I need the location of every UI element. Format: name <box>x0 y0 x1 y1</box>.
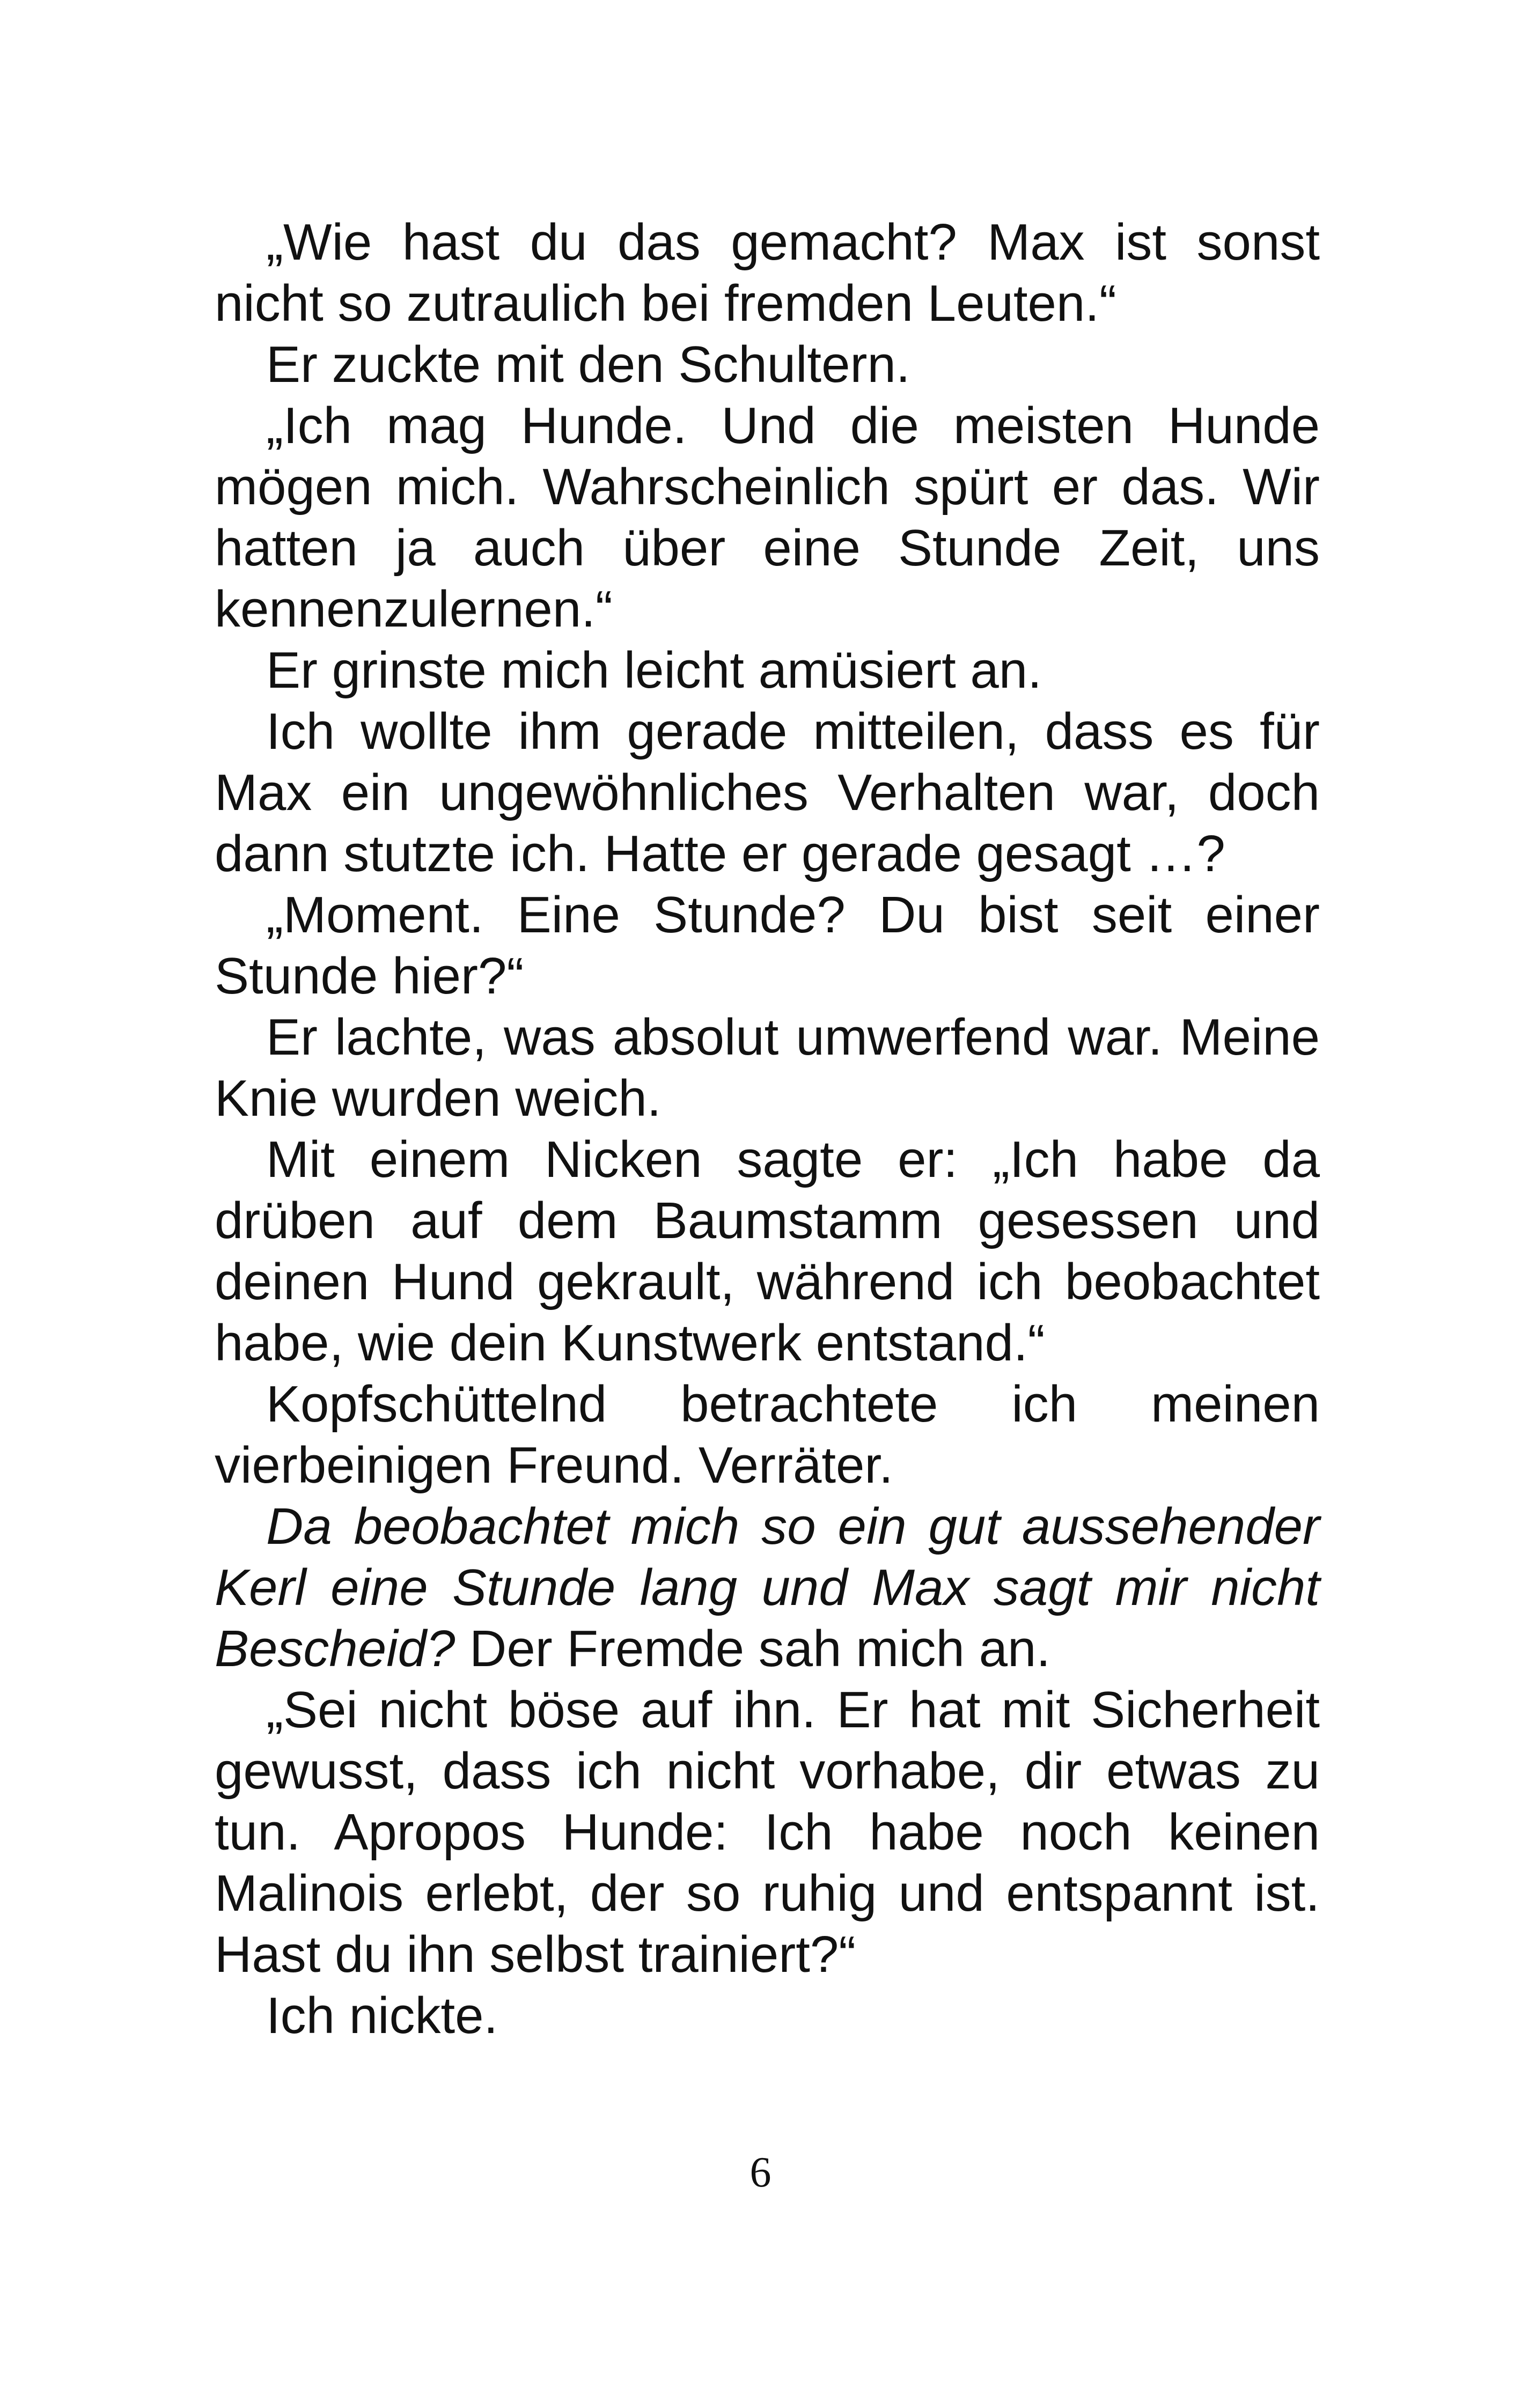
paragraph-8 <box>215 1129 1320 1374</box>
paragraph-6 <box>215 885 1320 1007</box>
paragraph-5-text: Ich wollte ihm gerade mitteilen, dass es für Max ein ungewöhnliches Verhalten war, doch dann stutzte ich. Hatte er gerade gesagt …? <box>215 703 1320 882</box>
paragraph-10 <box>215 1496 1320 1680</box>
paragraph-5 <box>215 701 1320 885</box>
paragraph-8-text: Mit einem Nicken sagte er: „Ich habe da drüben auf dem Baumstamm gesessen und deinen Hund gekrault, während ich beobachtet habe, wie dein Kunstwerk entstand.“ <box>215 1131 1320 1372</box>
paragraph-12-text: Ich nickte. <box>266 1987 498 2044</box>
body-text <box>215 212 1320 2046</box>
paragraph-4 <box>215 640 1320 701</box>
paragraph-1-text: „Wie hast du das gemacht? Max ist sonst nicht so zutraulich bei fremden Leuten.“ <box>215 213 1320 332</box>
paragraph-6-text: „Moment. Eine Stunde? Du bist seit einer Stunde hier?“ <box>215 886 1320 1005</box>
paragraph-9-text: Kopfschüttelnd betrachtete ich meinen vierbeinigen Freund. Verräter. <box>215 1375 1320 1494</box>
paragraph-10-text: Der Fremde sah mich an. <box>455 1620 1051 1677</box>
paragraph-2 <box>215 334 1320 395</box>
paragraph-7 <box>215 1007 1320 1129</box>
page-number: 6 <box>750 2149 771 2196</box>
paragraph-11-text: „Sei nicht böse auf ihn. Er hat mit Sicherheit gewusst, dass ich nicht vorhabe, dir etwas zu tun. Apropos Hunde: Ich habe noch keinen Malinois erlebt, der so ruhig und entspannt ist. Hast du ihn selbst trainiert?“ <box>215 1681 1320 1983</box>
paragraph-3-text: „Ich mag Hunde. Und die meisten Hunde mögen mich. Wahrscheinlich spürt er das. Wir hatten ja auch über eine Stunde Zeit, uns kennenzulernen.“ <box>215 397 1320 638</box>
paragraph-1 <box>215 212 1320 334</box>
paragraph-11 <box>215 1680 1320 1985</box>
paragraph-12 <box>215 1985 1320 2046</box>
paragraph-9 <box>215 1374 1320 1496</box>
paragraph-4-text: Er grinste mich leicht amüsiert an. <box>266 642 1042 699</box>
paragraph-2-text: Er zuckte mit den Schultern. <box>266 336 910 393</box>
paragraph-3 <box>215 395 1320 640</box>
paragraph-10-italic-text: Da beobachtet mich so ein gut aussehender Kerl eine Stunde lang und Max sagt mir nicht Bescheid? <box>215 1498 1320 1677</box>
paragraph-7-text: Er lachte, was absolut umwerfend war. Meine Knie wurden weich. <box>215 1008 1320 1127</box>
